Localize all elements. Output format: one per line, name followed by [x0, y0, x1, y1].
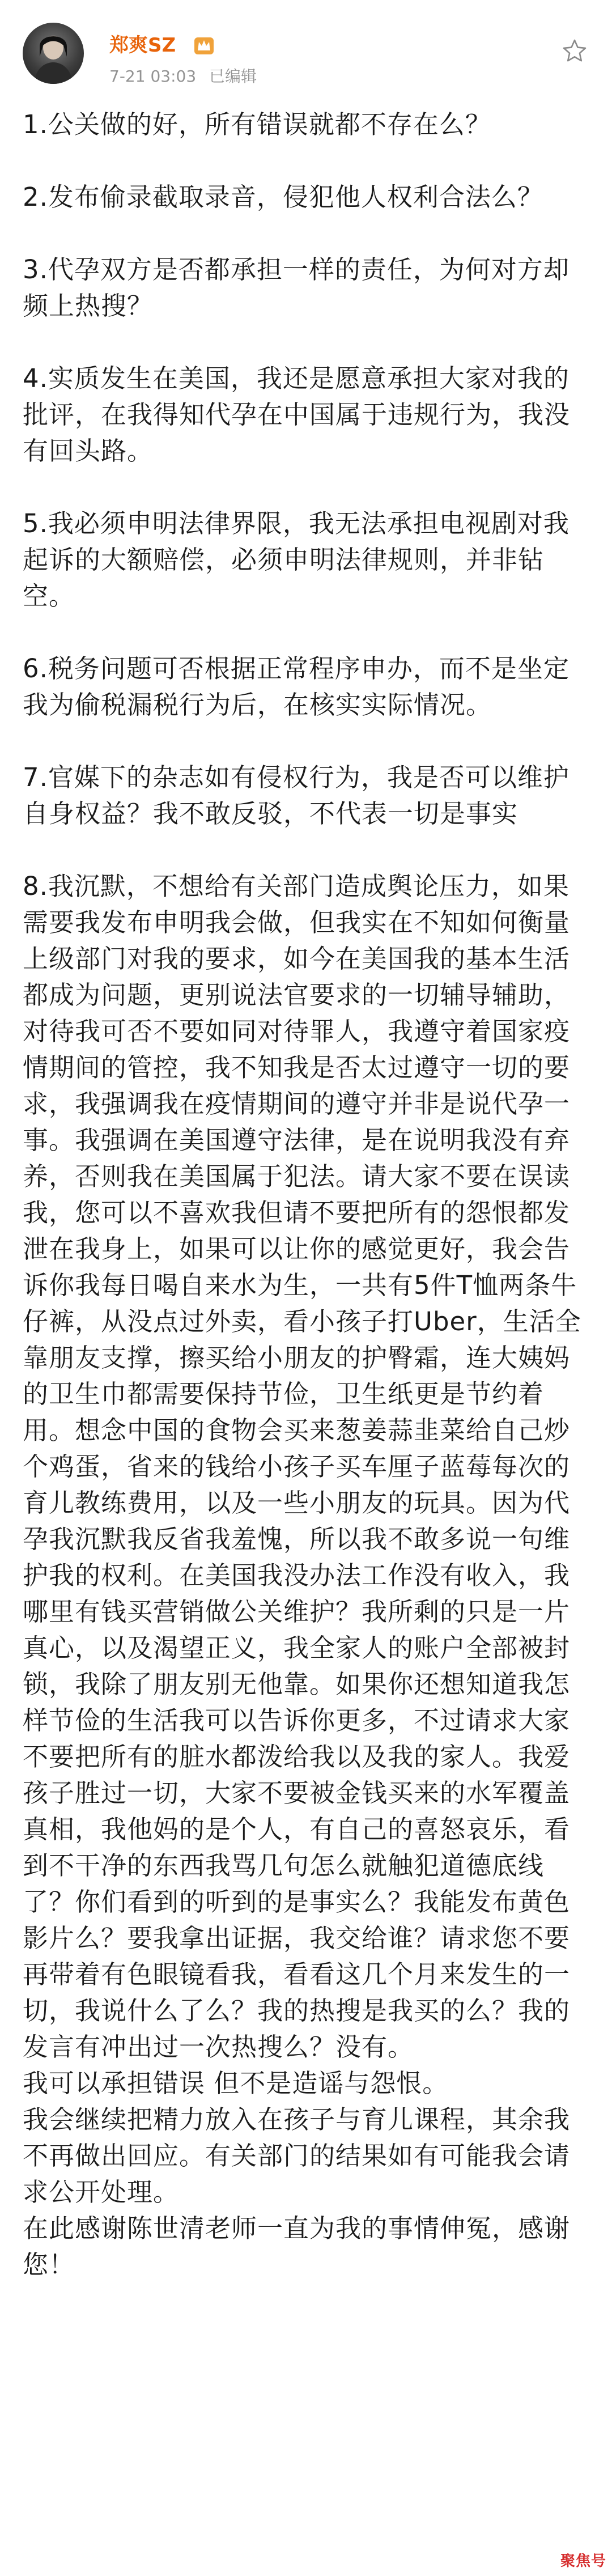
- post-paragraph-10: 我会继续把精力放入在孩子与育儿课程，其余我不再做出回应。有关部门的结果如有可能我会请求公开处理。: [23, 2104, 571, 2207]
- post-paragraph-6: 6.税务问题可否根据正常程序申办，而不是坐定我为偷税漏税行为后，在核实实际情况。: [23, 653, 570, 720]
- post-body: [23, 107, 589, 2283]
- watermark-logo: 聚焦号: [560, 2553, 606, 2570]
- avatar-photo-icon: [23, 23, 84, 84]
- post-paragraph-4: 4.实质发生在美国，我还是愿意承担大家对我的批评，在我得知代孕在中国属于违规行为，我没有回头路。: [23, 363, 571, 466]
- post-paragraph-8: 8.我沉默，不想给有关部门造成舆论压力，如果需要我发布申明我会做，但我实在不知如何衡量上级部门对我的要求，如今在美国我的基本生活都成为问题，更别说法官要求的一切辅导辅助，对待我可否不要如同对待罪人，我遵守着国家疫情期间的管控，我不知我是否太过遵守一切的要求，我强调我在疫情期间的遵守并非是说代孕一事。我强调在美国遵守法律，是在说明我没有弃养，否则我在美国属于犯法。请大家不要在误读我，您可以不喜欢我但请不要把所有的怨恨都发泄在我身上，如果可以让你的感觉更好，我会告诉你我每日喝自来水为生，一共有5件T恤两条牛仔裤，从没点过外卖，看小孩子打Uber，生活全靠朋友支撑，擦买给小朋友的护臀霜，连大姨妈的卫生巾都需要保持节俭，卫生纸更是节约着用。想念中国的食物会买来葱姜蒜韭菜给自己炒个鸡蛋，省来的钱给小孩子买车厘子蓝莓每次的育儿教练费用，以及一些小朋友的玩具。因为代孕我沉默我反省我羞愧，所以我不敢多说一句维护我的权利。在美国我没办法工作没有收入，我哪里有钱买营销做公关维护？我所剩的只是一片真心，以及渴望正义，我全家人的账户全部被封锁，我除了朋友别无他靠。如果你还想知道我怎样节俭的生活我可以告诉你更多，不过请求大家不要把所有的脏水都泼给我以及我的家人。我爱孩子胜过一切，大家不要被金钱买来的水军覆盖真相，我他妈的是个人，有自己的喜怒哀乐，看到不干净的东西我骂几句怎么就触犯道德底线了？你们看到的听到的是事实么？我能发布黄色影片么？要我拿出证据，我交给谁？请求您不要再带着有色眼镜看我，看看这几个月来发生的一切，我说什么了么？我的热搜是我买的么？我的发言有冲出过一次热搜么？没有。: [23, 871, 581, 2062]
- post-meta: [109, 67, 265, 86]
- post-paragraph-9: 我可以承担错误 但不是造谣与怨恨。: [23, 2068, 449, 2098]
- post-paragraph-7: 7.官媒下的杂志如有侵权行为，我是否可以维护自身权益？我不敢反驳，不代表一切是事实: [23, 762, 570, 829]
- post-paragraph-5: 5.我必须申明法律界限，我无法承担电视剧对我起诉的大额赔偿，必须申明法律规则，并非钻空。: [23, 508, 570, 611]
- star-outline-icon[interactable]: [561, 37, 588, 65]
- post-header: [0, 0, 612, 105]
- post-paragraph-3: 3.代孕双方是否都承担一样的责任，为何对方却频上热搜？: [23, 254, 570, 321]
- vip-crown-icon: [193, 34, 215, 57]
- post-paragraph-1: 1.公关做的好，所有错误就都不存在么？: [23, 109, 491, 139]
- post-date: 7-21 03:03: [109, 67, 197, 86]
- user-avatar[interactable]: [23, 23, 84, 84]
- post-paragraph-2: 2.发布偷录截取录音，侵犯他人权利合法么？: [23, 182, 543, 212]
- username[interactable]: 郑爽SZ: [109, 34, 176, 57]
- post-paragraph-11: 在此感谢陈世清老师一直为我的事情伸冤，感谢您！: [23, 2213, 571, 2280]
- edited-label: 已编辑: [209, 67, 257, 86]
